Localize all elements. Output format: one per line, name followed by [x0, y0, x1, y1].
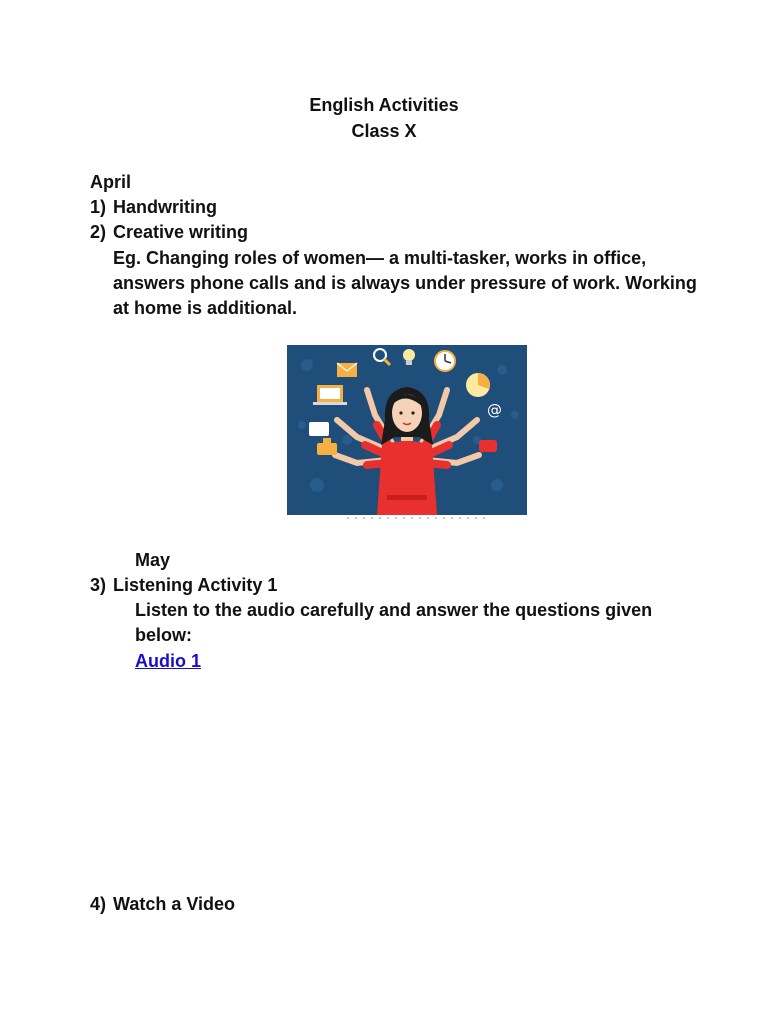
list-item-label: Listening Activity 1 — [113, 575, 278, 595]
month-heading-may: May — [135, 550, 171, 570]
audio-link-wrapper — [135, 649, 201, 674]
list-item-label: Creative writing — [113, 222, 249, 242]
document-subtitle: Class X — [351, 121, 417, 141]
instruction-text-line: below: — [135, 625, 192, 645]
list-number: 2) — [90, 222, 107, 242]
list-item-label: Handwriting — [113, 197, 217, 217]
list-number: 4) — [90, 894, 107, 914]
example-text-line: at home is additional. — [113, 298, 298, 318]
month-heading-april: April — [90, 172, 132, 192]
instruction-text-line: Listen to the audio carefully and answer the questions given — [135, 600, 653, 620]
svg-text:@: @ — [487, 401, 502, 419]
document-title: English Activities — [309, 95, 459, 115]
audio-link[interactable]: Audio 1 — [135, 651, 201, 671]
list-item-label: Watch a Video — [113, 894, 236, 914]
list-number: 3) — [90, 575, 107, 595]
multitasking-woman-illustration — [287, 345, 527, 521]
list-number: 1) — [90, 197, 107, 217]
example-text-line: answers phone calls and is always under pressure of work. Working — [113, 273, 697, 293]
example-text-line: Eg. Changing roles of women— a multi-tasker, works in office, — [113, 248, 647, 268]
